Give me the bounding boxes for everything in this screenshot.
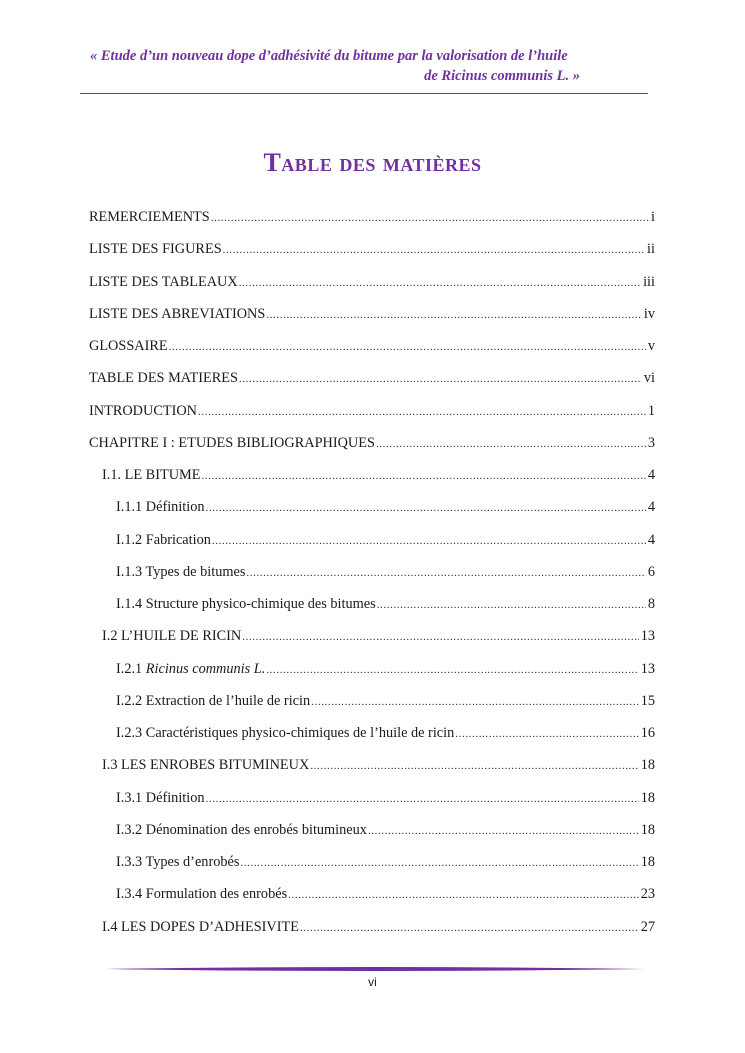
toc-entry-label-text: I.1.2 Fabrication (116, 531, 211, 548)
toc-entry-label (116, 690, 311, 712)
toc-entry[interactable] (89, 561, 655, 593)
toc-entry-label-text: I.3.3 Types d’enrobés (116, 854, 240, 870)
toc-entry-label-text: I.3.2 Dénomination des enrobés bitumineux (116, 821, 367, 838)
toc-entry-label (89, 367, 239, 389)
toc-entry[interactable] (89, 625, 655, 657)
toc-entry-page-number: 23 (640, 886, 655, 903)
toc-leader-dots (212, 530, 646, 552)
toc-leader-dots (376, 433, 646, 455)
toc-entry[interactable] (89, 787, 655, 819)
toc-entry-label (89, 271, 239, 293)
toc-entry-label-text: I.4 LES DOPES D’ADHESIVITE (102, 918, 299, 935)
toc-entry-label-text: I.1.1 Définition (116, 499, 205, 516)
toc-entry[interactable] (89, 432, 655, 464)
toc-entry-label (89, 432, 376, 454)
toc-leader-dots (310, 755, 638, 777)
toc-entry-page-number: 18 (640, 757, 655, 774)
toc-entry-label-text: I.1.3 Types de bitumes (116, 563, 246, 580)
toc-entry-label (116, 722, 455, 744)
toc-entry[interactable] (89, 851, 655, 883)
toc-leader-dots (266, 304, 642, 326)
toc-entry-label-text: I.3.4 Formulation des enrobés (116, 886, 288, 903)
toc-entry-page-number: 4 (647, 467, 655, 483)
header-divider (80, 93, 648, 94)
toc-entry-label (116, 851, 240, 873)
toc-entry-label (116, 561, 246, 583)
running-header (80, 46, 580, 86)
toc-entry-page-number: 4 (647, 531, 655, 548)
toc-leader-dots (242, 626, 638, 648)
footer-page-number: vi (368, 975, 377, 989)
toc-entry[interactable] (89, 722, 655, 754)
toc-entry[interactable] (89, 593, 655, 625)
toc-entry-page-number: v (647, 338, 655, 354)
toc-entry-label-text: LISTE DES ABREVIATIONS (89, 305, 266, 322)
running-header-line-2: de Ricinus communis L. » (424, 68, 580, 84)
toc-entry-label (116, 658, 266, 680)
toc-entry-page-number: ii (647, 241, 655, 258)
toc-entry-label-italic: Ricinus communis L. (145, 660, 266, 677)
toc-entry-label (89, 238, 223, 260)
toc-entry-label (89, 303, 266, 325)
toc-entry-page-number: 3 (647, 434, 655, 451)
toc-entry[interactable] (89, 754, 655, 786)
toc-entry-label-text: CHAPITRE I : ETUDES BIBLIOGRAPHIQUES (89, 434, 375, 451)
toc-entry-label (116, 593, 377, 615)
toc-entry-label-text: GLOSSAIRE (89, 338, 168, 354)
toc-entry-label (102, 625, 242, 647)
toc-leader-dots (201, 465, 645, 487)
toc-entry-page-number: vi (643, 370, 655, 387)
toc-entry[interactable] (89, 367, 655, 399)
toc-entry-page-number: 6 (647, 563, 655, 580)
toc-entry[interactable] (89, 238, 655, 270)
toc-entry-label (89, 335, 169, 357)
toc-entry-label (116, 496, 206, 518)
toc-entry-page-number: 18 (640, 854, 655, 870)
toc-entry-label-text: I.3 LES ENROBES BITUMINEUX (102, 757, 310, 774)
toc-entry-page-number: 15 (640, 692, 655, 709)
toc-entry-label (116, 819, 368, 841)
toc-entry-label-text: I.2.2 Extraction de l’huile de ricin (116, 692, 311, 709)
toc-entry[interactable] (89, 496, 655, 528)
toc-entry-label-text: LISTE DES TABLEAUX (89, 273, 238, 290)
toc-entry-label-text: I.1.4 Structure physico-chimique des bitumes (116, 596, 376, 612)
toc-entry-label-text: I.2 L’HUILE DE RICIN (102, 628, 242, 645)
toc-leader-dots (311, 691, 639, 713)
table-of-contents (89, 206, 655, 948)
toc-entry-label-text: TABLE DES MATIERES (89, 370, 238, 387)
toc-entry[interactable] (89, 529, 655, 561)
toc-entry-page-number: iv (643, 305, 655, 322)
toc-entry-page-number: 16 (640, 725, 655, 741)
toc-entry[interactable] (89, 206, 655, 238)
toc-entry-label-text: INTRODUCTION (89, 402, 198, 419)
toc-leader-dots (206, 497, 646, 519)
toc-entry[interactable] (89, 464, 655, 496)
page-title: Table des matières (263, 148, 482, 177)
toc-entry[interactable] (89, 335, 655, 367)
toc-entry-label-text: I.1. LE BITUME (102, 467, 201, 483)
toc-leader-dots (288, 884, 639, 906)
toc-leader-dots (455, 723, 638, 745)
toc-leader-dots (240, 852, 638, 874)
toc-entry[interactable] (89, 883, 655, 915)
toc-entry[interactable] (89, 916, 655, 948)
footer-divider (105, 966, 645, 972)
toc-entry-label-text: I.2.3 Caractéristiques physico-chimiques de l’huile de ricin (116, 725, 455, 741)
toc-entry-label (116, 529, 212, 551)
toc-leader-dots (246, 562, 645, 584)
toc-leader-dots (211, 207, 649, 229)
toc-leader-dots (223, 239, 645, 261)
toc-leader-dots (169, 336, 646, 358)
toc-entry-label-text: LISTE DES FIGURES (89, 241, 222, 258)
toc-leader-dots (239, 368, 642, 390)
toc-entry[interactable] (89, 400, 655, 432)
toc-entry[interactable] (89, 658, 655, 690)
toc-entry-page-number: 13 (640, 628, 655, 645)
toc-entry-label (102, 464, 201, 486)
toc-entry-page-number: 13 (640, 660, 655, 677)
toc-entry-page-number: 4 (647, 499, 655, 516)
toc-entry-label (102, 754, 310, 776)
toc-entry-label (116, 787, 206, 809)
toc-entry-label (89, 206, 211, 228)
running-header-line-1: « Etude d’un nouveau dope d’adhésivité du bitume par la valorisation de l’huile (90, 48, 568, 64)
toc-leader-dots (266, 659, 638, 681)
toc-entry[interactable] (89, 271, 655, 303)
toc-leader-dots (377, 594, 646, 616)
toc-entry-label (116, 883, 288, 905)
toc-entry-page-number: 1 (647, 402, 655, 419)
toc-entry[interactable] (89, 819, 655, 851)
toc-entry-page-number: 8 (647, 596, 655, 612)
toc-entry-label-text: REMERCIEMENTS (89, 209, 210, 225)
toc-entry-page-number: 18 (640, 789, 655, 806)
toc-entry-label-text: I.3.1 Définition (116, 789, 205, 806)
toc-entry-label (89, 400, 198, 422)
toc-entry-page-number: iii (643, 273, 655, 290)
toc-leader-dots (368, 820, 639, 842)
toc-entry-page-number: 27 (640, 918, 655, 935)
toc-entry-label (102, 916, 300, 938)
toc-leader-dots (239, 272, 641, 294)
toc-leader-dots (198, 401, 646, 423)
toc-entry[interactable] (89, 690, 655, 722)
toc-leader-dots (206, 788, 639, 810)
toc-leader-dots (300, 917, 639, 939)
toc-entry-label-text: I.2.1 (116, 660, 146, 677)
toc-entry-page-number: 18 (640, 821, 655, 838)
toc-entry-page-number: i (651, 209, 655, 225)
toc-entry[interactable] (89, 303, 655, 335)
